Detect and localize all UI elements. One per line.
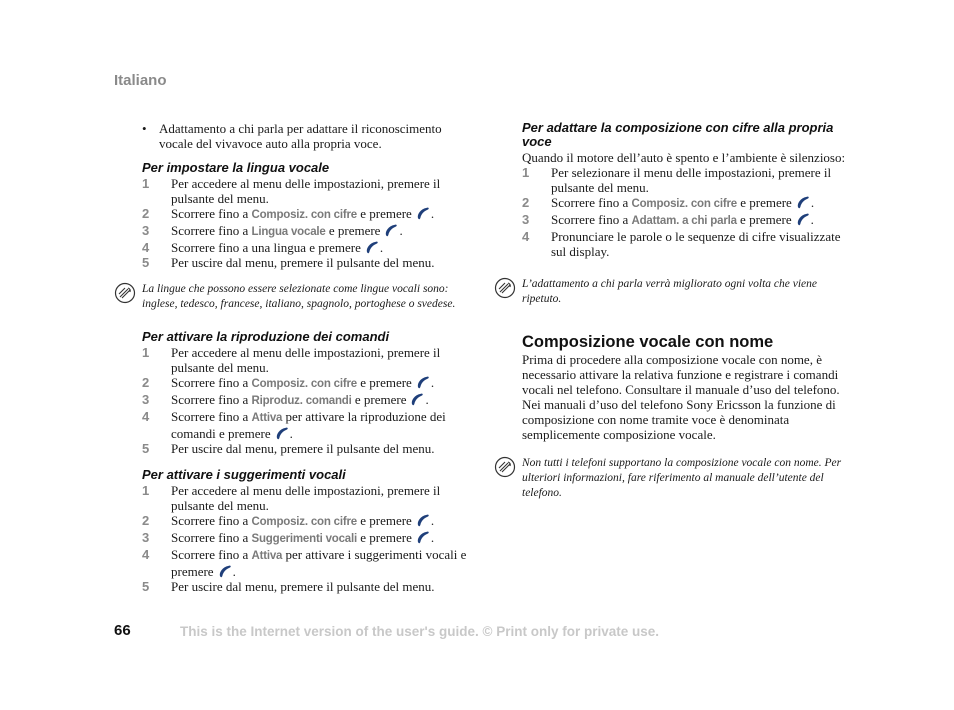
step-item (522, 229, 852, 259)
menu-item-label: Composiz. con cifre (251, 378, 357, 390)
step-end: . (289, 426, 293, 441)
step-item (142, 255, 472, 270)
step-number: 3 (142, 223, 150, 238)
step-text: e premere (736, 195, 792, 210)
step-number: 1 (142, 176, 150, 191)
phone-handset-icon (415, 530, 431, 544)
step-item (142, 176, 472, 206)
left-column (142, 121, 472, 606)
footer-notice: This is the Internet version of the user's guide. © Print only for private use. (180, 624, 659, 639)
step-text: e premere (325, 223, 381, 238)
step-text: Per accedere al menu delle impostazioni, premere il pulsante del menu. (171, 483, 441, 513)
step-number: 2 (522, 195, 530, 210)
step-item (142, 375, 472, 392)
step-item (142, 547, 472, 579)
phone-handset-icon (409, 392, 425, 406)
step-text: per attivare la riproduzione dei comandi e premere (171, 409, 446, 441)
step-text: e premere (356, 513, 412, 528)
section-title-adattare-composizione: Per adattare la composizione con cifre alla propria voce (522, 120, 834, 149)
step-number: 3 (142, 392, 150, 407)
note-icon (114, 282, 136, 304)
bullet-item (142, 121, 472, 151)
step-end: . (810, 195, 815, 210)
step-text: Pronunciare le parole o le sequenze di cifre visualizzate sul display. (551, 229, 841, 259)
section-title-lingua-vocale: Per impostare la lingua vocale (142, 160, 330, 175)
step-number: 1 (522, 165, 530, 180)
step-item (522, 165, 852, 195)
steps-list (142, 483, 472, 594)
step-number: 2 (142, 375, 150, 390)
step-text: Scorrere fino a (171, 375, 252, 390)
step-number: 3 (142, 530, 150, 545)
step-end: . (425, 392, 429, 407)
step-end: . (430, 375, 435, 390)
bullet-text: Adattamento a chi parla per adattare il riconoscimento vocale del vivavoce auto alla propria voce. (159, 121, 442, 151)
step-text: Per uscire dal menu, premere il pulsante del menu. (171, 441, 435, 456)
section-title-riproduzione-comandi: Per attivare la riproduzione dei comandi (142, 329, 390, 344)
step-text: Scorrere fino a (171, 513, 252, 528)
step-item (142, 345, 472, 375)
step-number: 3 (522, 212, 530, 227)
step-number: 4 (142, 547, 150, 562)
step-item (142, 530, 472, 547)
menu-item-label: Adattam. a chi parla (631, 215, 737, 227)
phone-handset-icon (795, 212, 811, 226)
bullet-dot: • (142, 121, 147, 136)
section-label: Italiano (114, 72, 167, 89)
step-text: e premere (736, 212, 792, 227)
phone-handset-icon (415, 206, 431, 220)
note-icon (494, 456, 516, 478)
step-text: e premere (356, 530, 412, 545)
step-number: 4 (142, 240, 150, 255)
phone-handset-icon (217, 564, 233, 578)
step-end: . (430, 206, 435, 221)
step-item (142, 579, 472, 594)
right-column (522, 121, 852, 519)
step-text: Scorrere fino a (171, 223, 252, 238)
step-number: 2 (142, 513, 150, 528)
step-number: 5 (142, 255, 150, 270)
step-text: e premere (356, 375, 412, 390)
step-number: 1 (142, 345, 150, 360)
step-text: Per uscire dal menu, premere il pulsante del menu. (171, 579, 435, 594)
step-number: 4 (142, 409, 150, 424)
steps-list (522, 165, 852, 259)
step-text: Scorrere fino a una lingua e premere (171, 240, 361, 255)
step-text: Scorrere fino a (171, 206, 252, 221)
menu-item-label: Composiz. con cifre (251, 516, 357, 528)
step-text: Per accedere al menu delle impostazioni, premere il pulsante del menu. (171, 176, 441, 206)
step-number: 5 (142, 579, 150, 594)
step-item (142, 513, 472, 530)
step-number: 2 (142, 206, 150, 221)
menu-item-label: Attiva (251, 550, 283, 562)
menu-item-label: Attiva (251, 412, 283, 424)
step-item (142, 409, 472, 441)
step-number: 1 (142, 483, 150, 498)
note-lingue (114, 282, 472, 312)
note-telefoni (494, 456, 852, 501)
page-number: 66 (114, 622, 131, 639)
step-end: . (430, 513, 435, 528)
phone-handset-icon (274, 426, 290, 440)
step-text: Scorrere fino a (171, 530, 252, 545)
step-text: Scorrere fino a (171, 409, 252, 424)
step-text: Scorrere fino a (171, 547, 252, 562)
step-item (142, 223, 472, 240)
note-text: La lingue che possono essere selezionate come lingue vocali sono: inglese, tedesco, francese, italiano, spagnolo, portoghese o svedese. (142, 283, 456, 310)
phone-handset-icon (415, 513, 431, 527)
steps-list (142, 345, 472, 456)
step-end: . (232, 564, 236, 579)
note-text: Non tutti i telefoni supportano la composizione vocale con nome. Per ulteriori informazioni, fare riferimento al manuale dell’utente del telefono. (522, 457, 842, 499)
body-paragraph: Prima di procedere alla composizione vocale con nome, è necessario attivare la relativa funzione e registrare i comandi vocali nel telefono. Consultare il manuale d’uso del telefono. Nei manuali d’uso del telefono Sony Ericsson la funzione di composizione con nome tramite voce è denominata semplicemente composizione vocale. (522, 352, 840, 442)
intro-text: Quando il motore dell’auto è spento e l’ambiente è silenzioso: (522, 150, 846, 165)
step-number: 4 (522, 229, 530, 244)
step-item (522, 195, 852, 212)
section-heading: Composizione vocale con nome (522, 333, 774, 351)
step-text: e premere (356, 206, 412, 221)
step-text: Per selezionare il menu delle impostazioni, premere il pulsante del menu. (551, 165, 832, 195)
phone-handset-icon (383, 223, 399, 237)
step-end: . (810, 212, 814, 227)
menu-item-label: Composiz. con cifre (251, 209, 357, 221)
phone-handset-icon (364, 240, 380, 254)
step-item (142, 240, 472, 255)
note-adattamento (494, 277, 852, 307)
note-text: L’adattamento a chi parla verrà migliorato ogni volta che viene ripetuto. (522, 278, 818, 305)
menu-item-label: Composiz. con cifre (631, 198, 737, 210)
step-end: . (379, 240, 384, 255)
step-item (142, 206, 472, 223)
menu-item-label: Lingua vocale (251, 226, 326, 238)
step-item (142, 483, 472, 513)
menu-item-label: Riproduz. comandi (251, 395, 352, 407)
note-icon (494, 277, 516, 299)
step-text: Per uscire dal menu, premere il pulsante del menu. (171, 255, 435, 270)
step-item (142, 441, 472, 456)
step-text: e premere (351, 392, 407, 407)
step-item (522, 212, 852, 229)
step-text: Per accedere al menu delle impostazioni, premere il pulsante del menu. (171, 345, 441, 375)
step-number: 5 (142, 441, 150, 456)
step-end: . (430, 530, 435, 545)
step-text: Scorrere fino a (551, 195, 632, 210)
steps-list (142, 176, 472, 270)
menu-item-label: Suggerimenti vocali (251, 533, 357, 545)
phone-handset-icon (795, 195, 811, 209)
step-end: . (399, 223, 403, 238)
step-text: Scorrere fino a (551, 212, 632, 227)
step-text: Scorrere fino a (171, 392, 252, 407)
step-item (142, 392, 472, 409)
phone-handset-icon (415, 375, 431, 389)
section-title-suggerimenti-vocali: Per attivare i suggerimenti vocali (142, 467, 346, 482)
step-text: per attivare i suggerimenti vocali e premere (171, 547, 467, 579)
